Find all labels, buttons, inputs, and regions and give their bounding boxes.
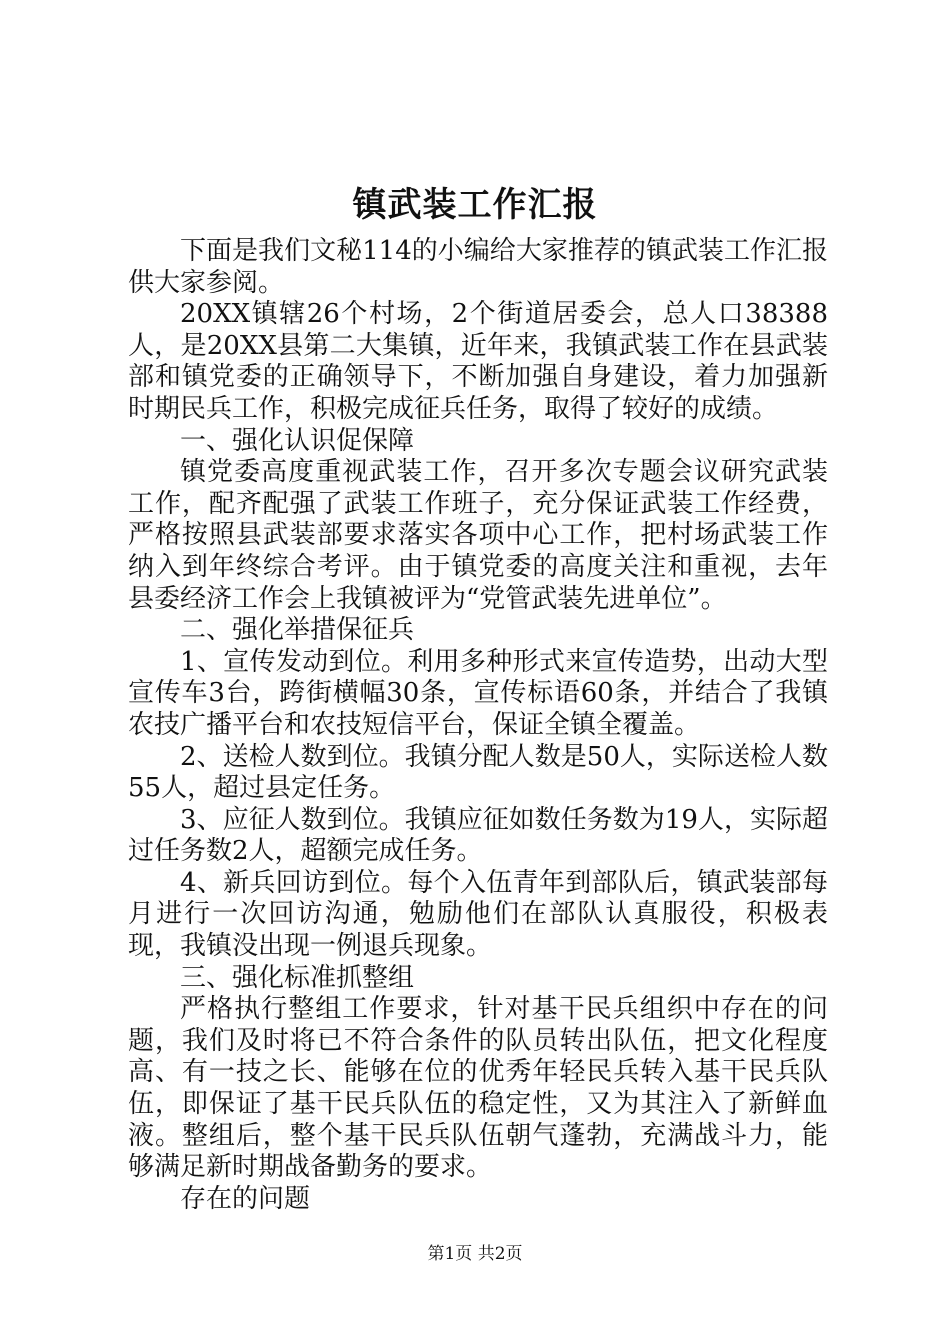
document-title: 镇武装工作汇报 [352,185,598,225]
paragraph-item-1: 1、宣传发动到位。利用多种形式来宣传造势，出动大型宣传车3台，跨街横幅30条，宣传标语60条，并结合了我镇农技广播平台和农技短信平台，保证全镇全覆盖。 [128,646,828,740]
document-body [128,236,828,1215]
section-heading-3: 三、强化标准抓整组 [180,962,415,993]
paragraph-section-1: 镇党委高度重视武装工作，召开多次专题会议研究武装工作，配齐配强了武装工作班子，充分保证武装工作经费，严格按照县武装部要求落实各项中心工作，把村场武装工作纳入到年终综合考评。由于镇党委的高度关注和重视，去年县委经济工作会上我镇被评为“党管武装先进单位”。 [128,457,828,614]
page-footer: 第1页 共2页 [427,1244,523,1264]
paragraph-item-3: 3、应征人数到位。我镇应征如数任务数为19人，实际超过任务数2人，超额完成任务。 [128,804,828,867]
paragraph-problems-heading: 存在的问题 [180,1183,311,1214]
section-heading-1: 一、强化认识促保障 [180,425,415,456]
paragraph-item-2: 2、送检人数到位。我镇分配人数是50人，实际送检人数55人，超过县定任务。 [128,741,828,804]
paragraph-intro: 下面是我们文秘114的小编给大家推荐的镇武装工作汇报供大家参阅。 [128,236,828,298]
paragraph-section-3: 严格执行整组工作要求，针对基干民兵组织中存在的问题，我们及时将已不符合条件的队员转出队伍，把文化程度高、有一技之长、能够在位的优秀年轻民兵转入基干民兵队伍，即保证了基干民兵队伍的稳定性，又为其注入了新鲜血液。整组后，整个基干民兵队伍朝气蓬勃，充满战斗力，能够满足新时期战备勤务的要求。 [128,994,828,1183]
paragraph-item-4: 4、新兵回访到位。每个入伍青年到部队后，镇武装部每月进行一次回访沟通，勉励他们在部队认真服役，积极表现，我镇没出现一例退兵现象。 [128,867,828,962]
section-heading-2: 二、强化举措保征兵 [180,615,415,646]
paragraph-overview: 20XX镇辖26个村场，2个街道居委会，总人口38388人，是20XX县第二大集镇，近年来，我镇武装工作在县武装部和镇党委的正确领导下，不断加强自身建设，着力加强新时期民兵工作，积极完成征兵任务，取得了较好的成绩。 [128,299,828,424]
